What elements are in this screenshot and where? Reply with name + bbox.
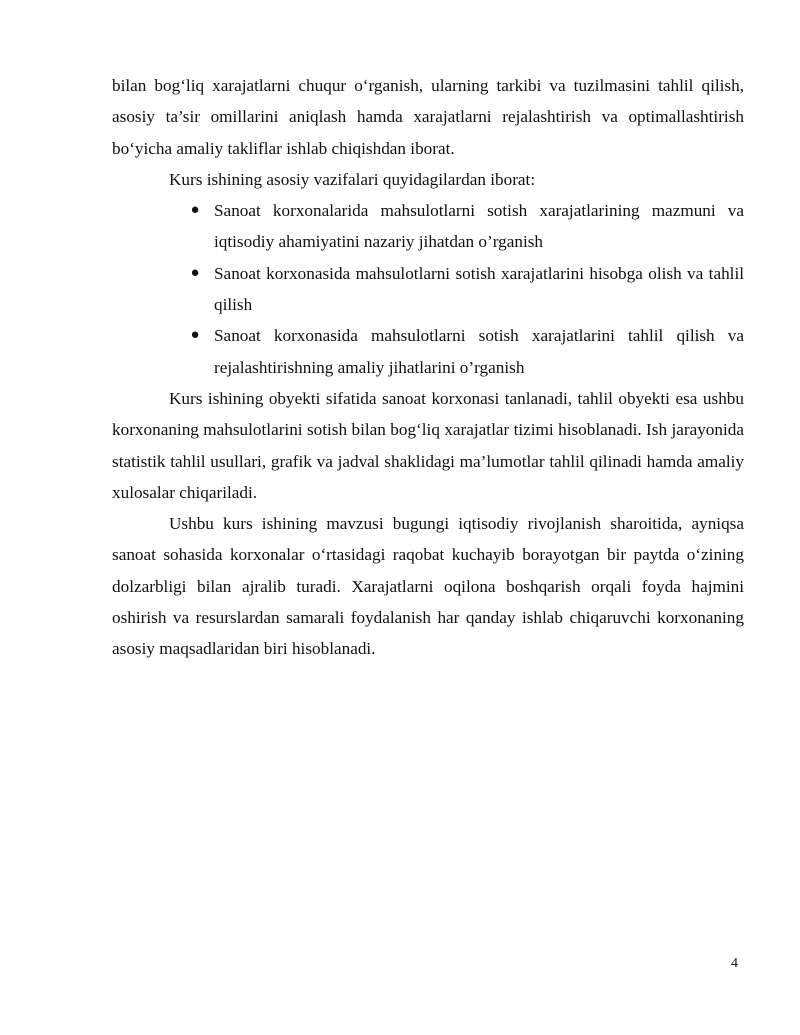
object-paragraph: Kurs ishining obyekti sifatida sanoat korxonasi tanlanadi, tahlil obyekti esa ushbu korxonaning mahsulotlarini sotish bilan bog‘liq xarajatlar tizimi hisoblanadi. Ish jarayonida statistik tahlil usullari, grafik va jadval shaklidagi ma’lumotlar tahlil qilinadi hamda amaliy xulosalar chiqariladi. <box>112 388 744 502</box>
bullet-dot-icon: ● <box>190 202 200 219</box>
list-item-text: Sanoat korxonasida mahsulotlarni sotish xarajatlarini tahlil qilish va rejalashtirishning amaliy jihatlarini o’rganish <box>214 326 744 377</box>
intro-paragraph-continuation: bilan bog‘liq xarajatlarni chuqur o‘rganish, ularning tarkibi va tuzilmasini tahlil qilish, asosiy ta’sir omillarini aniqlash hamda xarajatlarni rejalashtirish va optimallashtirish bo‘yicha amaliy takliflar ishlab chiqishdan iborat. <box>112 76 744 158</box>
list-item <box>190 320 744 383</box>
tasks-list <box>112 195 744 383</box>
list-item-text: Sanoat korxonalarida mahsulotlarni sotish xarajatlarining mazmuni va iqtisodiy ahamiyatini nazariy jihatdan o’rganish <box>214 201 744 252</box>
list-item <box>190 195 744 258</box>
page-number: 4 <box>731 956 738 971</box>
list-item <box>190 258 744 321</box>
bullet-dot-icon: ● <box>190 327 200 344</box>
list-item-text: Sanoat korxonasida mahsulotlarni sotish xarajatlarini hisobga olish va tahlil qilish <box>214 263 744 315</box>
document-page <box>112 70 744 665</box>
relevance-paragraph: Ushbu kurs ishining mavzusi bugungi iqtisodiy rivojlanish sharoitida, ayniqsa sanoat sohasida korxonalar o‘rtasidagi raqobat kuchayib borayotgan bir paytda o‘zining dolzarbligi bilan ajralib turadi. Xarajatlarni oqilona boshqarish orqali foyda hajmini oshirish va resurslardan samarali foydalanish har qanday ishlab chiqaruvchi korxonaning asosiy maqsadlaridan biri hisoblanadi. <box>112 514 744 659</box>
tasks-intro: Kurs ishining asosiy vazifalari quyidagilardan iborat: <box>169 169 536 189</box>
bullet-dot-icon: ● <box>190 264 200 281</box>
